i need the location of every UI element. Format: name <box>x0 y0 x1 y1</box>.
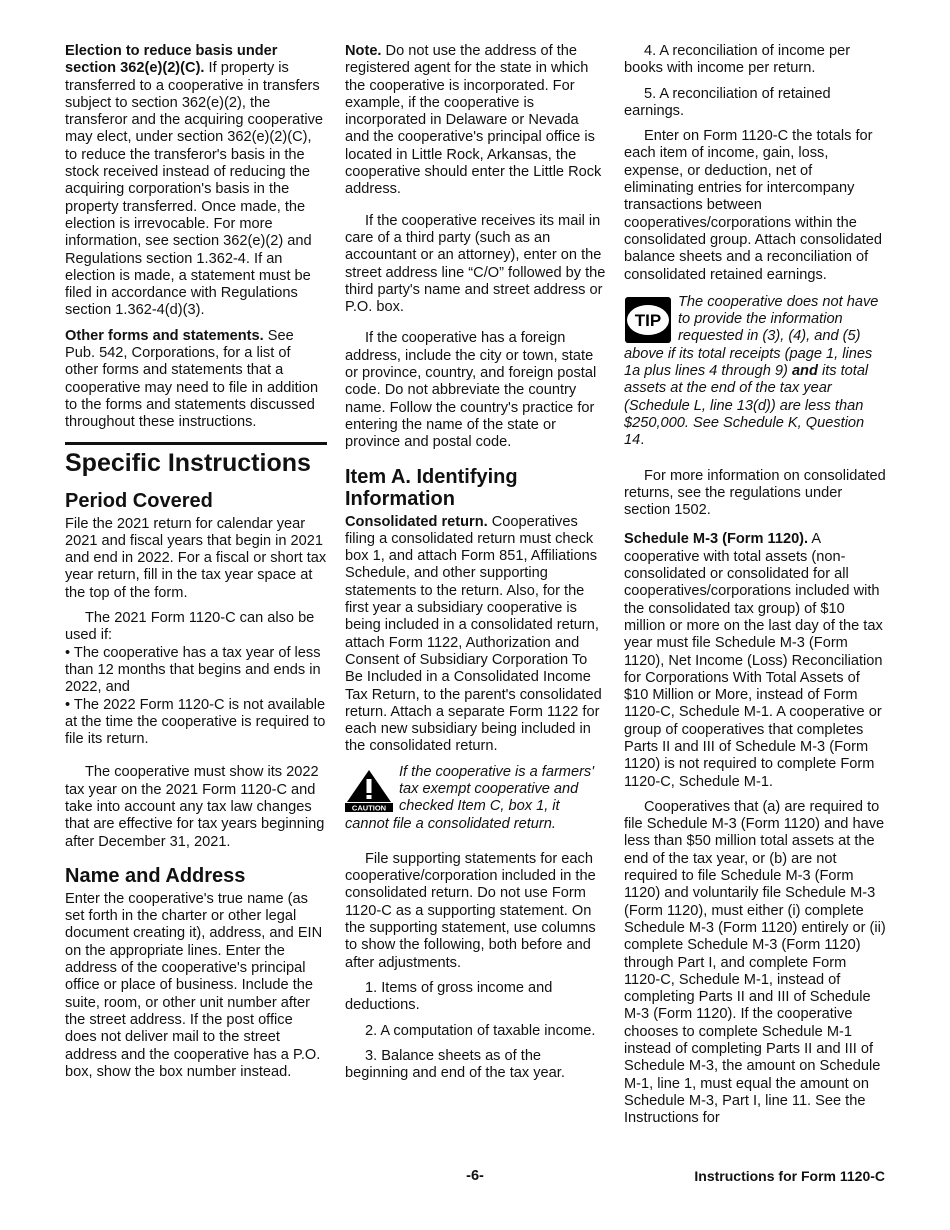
caution-icon <box>345 768 393 812</box>
column-3 <box>624 43 886 1136</box>
column-2 <box>345 43 607 1090</box>
paragraph-more-info: For more information on consolidated returns, see the regulations under section 1502. <box>624 467 886 519</box>
paragraph-foreign: If the cooperative has a foreign address, include the city or town, state or province, country, and foreign postal code. Do not abbreviate the country name. Follow the country's practice for entering the name of the state or province and postal code. <box>345 330 597 451</box>
bullet-icon: • <box>65 644 74 661</box>
paragraph-mail: If the cooperative receives its mail in care of a third party (such as an accountant or an attorney), enter on the street address line “C/O” followed by the third party's name and street address or P.O. box. <box>345 212 606 316</box>
heading-period-covered: Period Covered <box>65 489 213 512</box>
paragraph-other-forms: Other forms and statements. See Pub. 542, Corporations, for a list of other forms and statements that a cooperative may need to file in addition to the forms and statements discussed throughout these instructions. <box>65 327 319 431</box>
heading-item-a: Item A. Identifying Information <box>345 465 518 510</box>
list-item-3: 3. Balance sheets as of the beginning and end of the tax year. <box>345 1047 565 1082</box>
paragraph-cooperatives-m3: Cooperatives that (a) are required to file Schedule M-3 (Form 1120) and have less than $50 million total assets at the end of the tax year, or (b) are not required to file Schedule M-3 (Form 1120) and voluntarily file Schedule M-3 (Form 1120), must either (i) complete Schedule M-3 (Form 1120) entirely or (ii) complete Schedule M-3 (Form 1120) through Part I, and complete Form 1120-C, Schedule M-1, instead of completing Parts II and III of Schedule M-3 (Form 1120). If the cooperative chooses to complete Schedule M-1 instead of completing Parts II and III of Schedule M-3, the amount on Schedule M-1, line 1, must equal the amount on Schedule M-3, Part I, line 11. See the Instructions for <box>624 798 886 1127</box>
list-item-5: 5. A reconciliation of retained earnings. <box>624 85 831 119</box>
paragraph-period: File the 2021 return for calendar year 2021 and fiscal years that begin in 2021 and end in 2022. For a fiscal or short tax year return, fill in the tax year space at the top of the form. <box>65 515 327 601</box>
tip-icon <box>624 296 672 344</box>
footer-title: Instructions for Form 1120-C <box>694 1168 885 1184</box>
paragraph-file-supporting: File supporting statements for each cooperative/corporation included in the consolidated return. Do not use Form 1120-C as a supporting statement. On the supporting statement, use columns to show the following, both before and after adjustments. <box>345 850 596 971</box>
paragraph-schedule-m3: Schedule M-3 (Form 1120). A cooperative with total assets (non-consolidated or consolidated for all cooperatives/corporations included with the consolidated tax group) of $10 million or more on the last day of the tax year must file Schedule M-3 (Form 1120), Net Income (Loss) Reconciliation for Corporations With Total Assets of $10 Million or More, instead of Form 1120-C, Schedule M-1. A cooperative or group of cooperatives that completes Parts II and III of Schedule M-3 (Form 1120) is not required to complete Form 1120-C, Schedule M-1. <box>624 531 883 790</box>
list-item-4: 4. A reconciliation of income per books with income per return. <box>624 43 851 77</box>
caution-text: If the cooperative is a farmers' tax exempt cooperative and checked Item C, box 1, it cannot file a consolidated return. <box>345 763 595 832</box>
paragraph-name: Enter the cooperative's true name (as set forth in the charter or other legal document creating it), address, and EIN on the appropriate lines. Enter the address of the cooperative's principal office or place of business. Include the suite, room, or other unit number after the street address. If the post office does not deliver mail to the street address and the cooperative has a P.O. box, show the box number instead. <box>65 890 323 1080</box>
list-item-2: 2. A computation of taxable income. <box>365 1022 596 1039</box>
paragraph-note: Note. Do not use the address of the registered agent for the state in which the cooperative is incorporated. For example, if the cooperative is incorporated in Delaware or Nevada and the cooperative's principal office is located in Little Rock, Arkansas, the cooperative should enter the Little Rock address. <box>345 43 602 198</box>
bullet-item-2: • The 2022 Form 1120-C is not available at the time the cooperative is required to file its return. <box>65 696 326 748</box>
heading-name-address: Name and Address <box>65 864 246 887</box>
svg-text:CAUTION: CAUTION <box>351 803 387 812</box>
bullet-icon: • <box>65 696 74 713</box>
bullet-item-1: • The cooperative has a tax year of less than 12 months that begins and ends in 2022, and <box>65 644 321 696</box>
paragraph-election: Election to reduce basis under section 362(e)(2)(C). If property is transferred to a cooperative in transfers subject to section 362(e)(2), the transferor and the acquiring cooperative may elect, under section 362(e)(2)(C), to reduce the transferor's basis in the stock received instead of reducing the acquiring corporation's basis in the property transferred. Once made, the election is irrevocable. For more information, see section 362(e)(2) and Regulations section 1.362-4. If an election is made, a statement must be filed in accordance with Regulations section 1.362-4(d)(3). <box>65 43 323 319</box>
tip-note <box>624 294 886 458</box>
section-title-specific-instructions: Specific Instructions <box>65 442 327 478</box>
page-number: -6- <box>466 1168 484 1184</box>
paragraph-enter: Enter on Form 1120-C the totals for each item of income, gain, loss, expense, or deduction, net of eliminating entries for intercompany transactions between cooperatives/corporations within the consolidated group. Attach consolidated balance sheets and a reconciliation of consolidated retained earnings. <box>624 128 883 283</box>
paragraph-show-tax-year: The cooperative must show its 2022 tax year on the 2021 Form 1120-C and take into account any tax law changes that are effective for tax years beginning after December 31, 2021. <box>65 764 325 850</box>
column-1 <box>65 43 327 1089</box>
paragraph-consolidated: Consolidated return. Cooperatives filing a consolidated return must check box 1, and attach Form 851, Affiliations Schedule, and other supporting statements to the return. Also, for the first year a subsidiary cooperative is being included in a consolidated return, attach Form 1122, Authorization and Consent of Subsidiary Corporation To Be Included in a Consolidated Income Tax Return, to the parent's consolidated return. Attach a separate Form 1122 for each new subsidiary being included in the consolidated return. <box>345 513 602 755</box>
list-item-1: 1. Items of gross income and deductions. <box>345 979 553 1014</box>
caution-note <box>345 764 607 841</box>
paragraph-also-used: The 2021 Form 1120-C can also be used if: <box>65 610 315 644</box>
svg-text:TIP: TIP <box>634 310 662 330</box>
tip-text: The cooperative does not have to provide the information requested in (3), (4), and (5) above if its total receipts (page 1, lines 1a plus lines 4 through 9) and its total assets at the end of the tax year (Schedule L, line 13(d)) are less than $250,000. See Schedule K, Question 14. <box>624 293 879 449</box>
